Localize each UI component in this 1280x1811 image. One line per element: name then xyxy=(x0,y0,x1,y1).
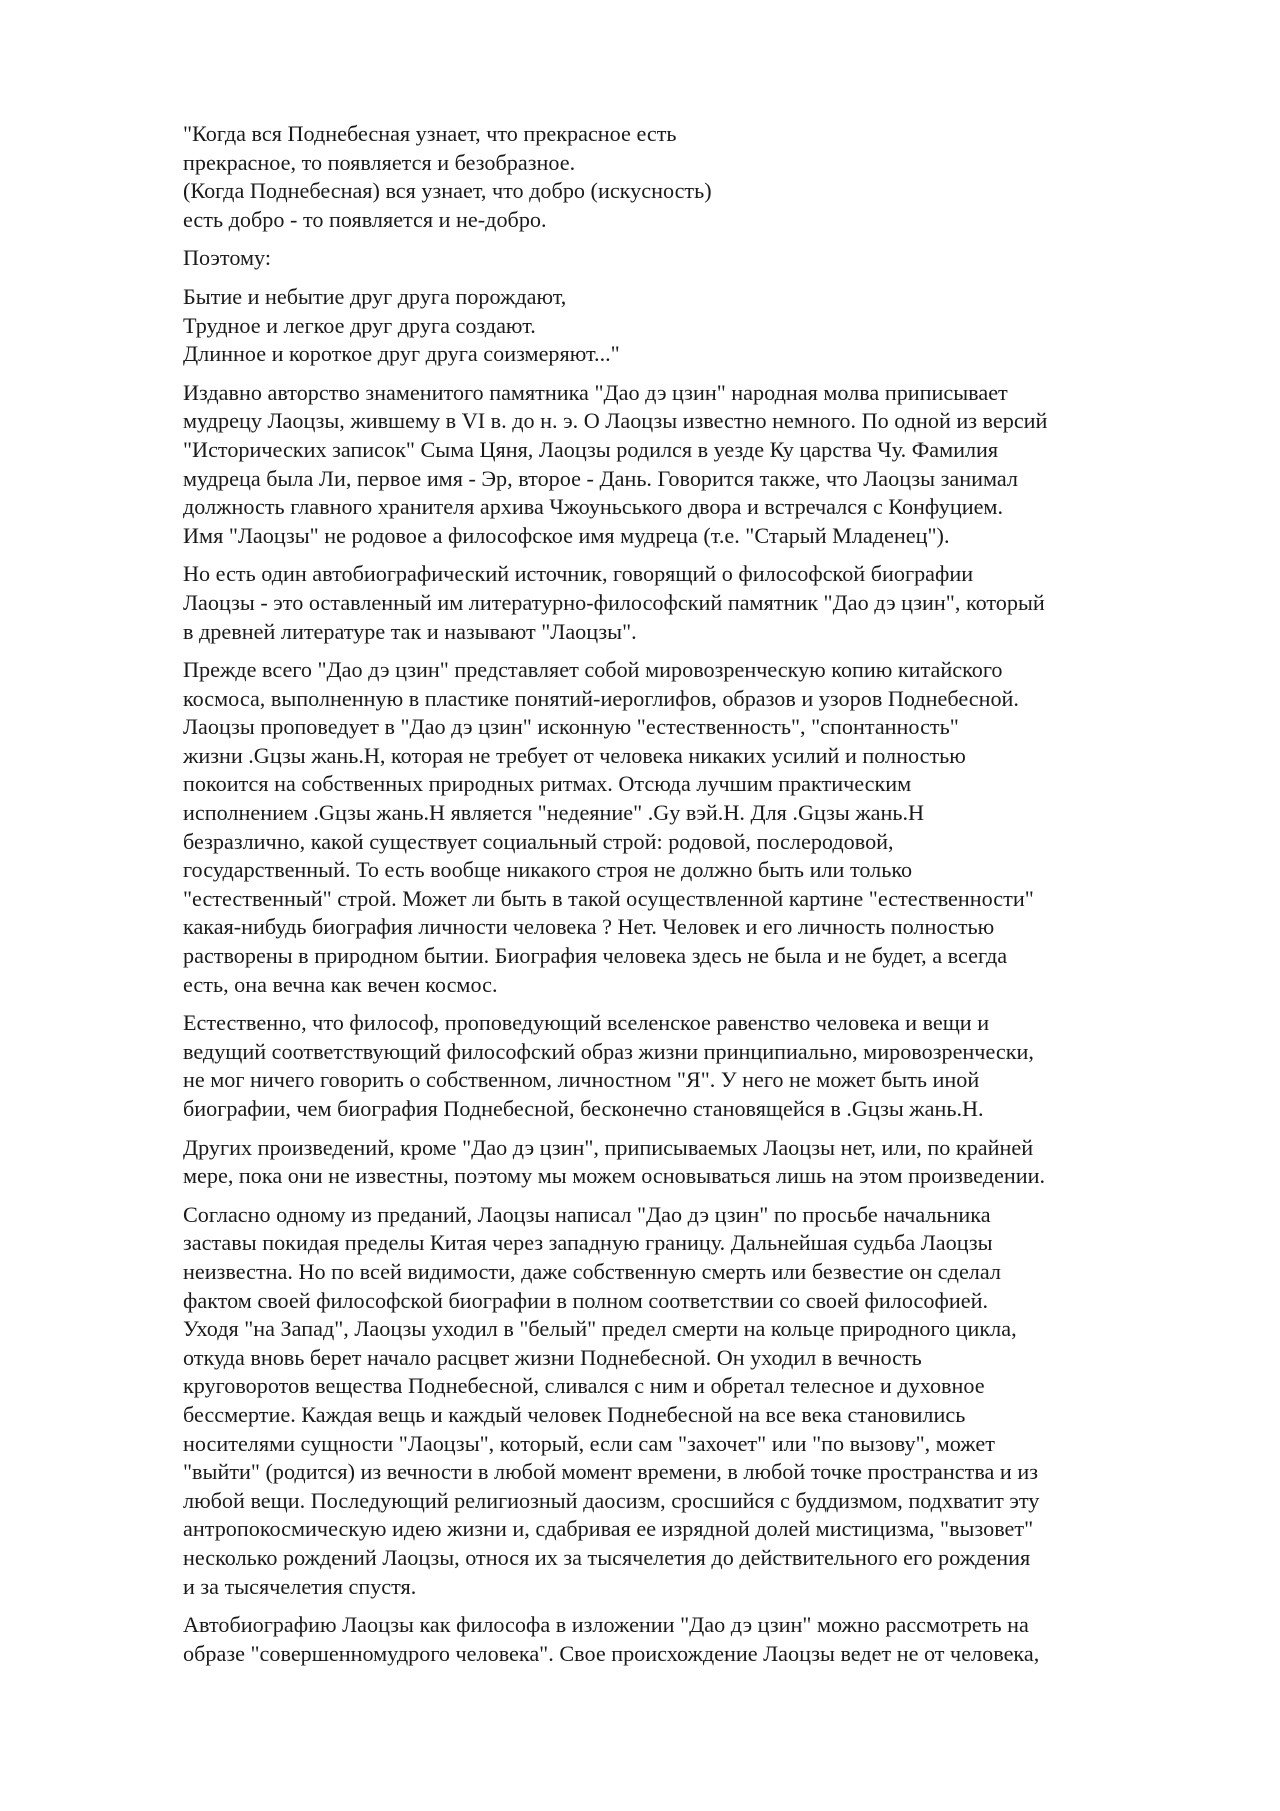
text-line: ведущий соответствующий философский образ жизни принципиально, мировозренчески, xyxy=(183,1038,1034,1064)
text-line: антропокосмическую идею жизни и, сдабривая ее изрядной долей мистицизма, "вызовет" xyxy=(183,1516,1034,1542)
text-line: фактом своей философской биографии в полном соответствии со своей философией. xyxy=(183,1287,988,1313)
paragraph xyxy=(183,560,1193,646)
paragraph xyxy=(183,120,1193,234)
text-line: несколько рождений Лаоцзы, относя их за тысячелетия до действительного его рождения xyxy=(183,1544,1031,1570)
text-line: любой вещи. Последующий религиозный даосизм, сросшийся с буддизмом, подхватит эту xyxy=(183,1487,1040,1513)
text-line: "естественный" строй. Может ли быть в такой осуществленной картине "естественности" xyxy=(183,885,1034,911)
text-line: прекрасное, то появляется и безобразное. xyxy=(183,149,576,175)
paragraph xyxy=(183,1201,1193,1601)
text-line: Бытие и небытие друг друга порождают, xyxy=(183,283,567,309)
text-line: (Когда Поднебесная) вся узнает, что добро (искусность) xyxy=(183,178,712,204)
text-line: образе "совершенномудрого человека". Свое происхождение Лаоцзы ведет не от человека, xyxy=(183,1640,1040,1666)
text-line: есть, она вечна как вечен космос. xyxy=(183,971,498,997)
text-line: Естественно, что философ, проповедующий вселенское равенство человека и вещи и xyxy=(183,1010,990,1036)
text-line: и за тысячелетия спустя. xyxy=(183,1573,417,1599)
paragraph xyxy=(183,656,1193,999)
text-line: "выйти" (родится) из вечности в любой момент времени, в любой точке пространства и из xyxy=(183,1459,1038,1485)
text-line: безразлично, какой существует социальный строй: родовой, послеродовой, xyxy=(183,828,894,854)
text-line: круговоротов вещества Поднебесной, сливался с ним и обретал телесное и духовное xyxy=(183,1373,985,1399)
text-line: есть добро - то появляется и не-добро. xyxy=(183,206,547,232)
text-line: растворены в природном бытии. Биография человека здесь не была и не будет, а всегда xyxy=(183,943,1008,969)
text-line: Уходя "на Запад", Лаоцзы уходил в "белый" предел смерти на кольце природного цикла, xyxy=(183,1316,1017,1342)
text-line: Издавно авторство знаменитого памятника "Дао дэ цзин" народная молва приписывает xyxy=(183,379,1008,405)
text-line: Длинное и короткое друг друга соизмеряют..." xyxy=(183,341,620,367)
paragraph xyxy=(183,379,1193,551)
text-line: биографии, чем биография Поднебесной, бесконечно становящейся в .Gцзы жань.H. xyxy=(183,1096,984,1121)
text-line: Имя "Лаоцзы" не родовое а философское имя мудреца (т.е. "Старый Младенец"). xyxy=(183,522,950,548)
text-line: Поэтому: xyxy=(183,245,271,271)
paragraph xyxy=(183,283,1193,369)
text-line: в древней литературе так и называют "Лаоцзы". xyxy=(183,618,637,644)
text-line: Других произведений, кроме "Дао дэ цзин", приписываемых Лаоцзы нет, или, по крайней xyxy=(183,1134,1034,1160)
text-line: мудрецу Лаоцзы, жившему в VI в. до н. э. О Лаоцзы известно немного. По одной из версий xyxy=(183,408,1048,434)
text-line: жизни .Gцзы жань.H, которая не требует от человека никаких усилий и полностью xyxy=(183,742,966,768)
text-line: бессмертие. Каждая вещь и каждый человек Поднебесной на все века становились xyxy=(183,1401,966,1427)
text-line: Трудное и легкое друг друга создают. xyxy=(183,312,536,338)
text-line: Автобиографию Лаоцзы как философа в изложении "Дао дэ цзин" можно рассмотреть на xyxy=(183,1612,1029,1638)
text-line: "Исторических записок" Сыма Цяня, Лаоцзы родился в уезде Ку царства Чу. Фамилия xyxy=(183,436,999,462)
text-line: мере, пока они не известны, поэтому мы можем основываться лишь на этом произведении. xyxy=(183,1163,1046,1189)
paragraph xyxy=(183,1134,1193,1191)
text-line: неизвестна. Но по всей видимости, даже собственную смерть или безвестие он сделал xyxy=(183,1258,1001,1284)
text-line: "Когда вся Поднебесная узнает, что прекрасное есть xyxy=(183,121,677,146)
text-line: откуда вновь берет начало расцвет жизни Поднебесной. Он уходил в вечность xyxy=(183,1344,922,1370)
text-line: должность главного хранителя архива Чжоуньського двора и встречался с Конфуцием. xyxy=(183,494,1004,520)
text-line: Лаоцзы - это оставленный им литературно-философский памятник "Дао дэ цзин", который xyxy=(183,589,1045,615)
text-line: носителями сущности "Лаоцзы", который, если сам "захочет" или "по вызову", может xyxy=(183,1430,995,1456)
text-line: исполнением .Gцзы жань.H является "недеяние" .Gу вэй.H. Для .Gцзы жань.H xyxy=(183,800,925,826)
text-line: мудреца была Ли, первое имя - Эр, второе - Дань. Говорится также, что Лаоцзы занимал xyxy=(183,465,1018,491)
text-line: заставы покидая пределы Китая через западную границу. Дальнейшая судьба Лаоцзы xyxy=(183,1230,993,1256)
paragraph xyxy=(183,244,1193,273)
text-line: Согласно одному из преданий, Лаоцзы написал "Дао дэ цзин" по просьбе начальника xyxy=(183,1201,991,1227)
text-line: космоса, выполненную в пластике понятий-иероглифов, образов и узоров Поднебесной. xyxy=(183,685,1019,711)
text-line: Но есть один автобиографический источник, говорящий о философской биографии xyxy=(183,561,974,587)
text-line: покоится на собственных природных ритмах. Отсюда лучшим практическим xyxy=(183,771,912,797)
text-line: Прежде всего "Дао дэ цзин" представляет собой мировозренческую копию китайского xyxy=(183,657,1003,683)
text-line: государственный. То есть вообще никакого строя не должно быть или только xyxy=(183,857,913,883)
paragraph xyxy=(183,1611,1193,1668)
paragraph xyxy=(183,1009,1193,1123)
text-line: какая-нибудь биография личности человека ? Нет. Человек и его личность полностью xyxy=(183,914,995,940)
document-page xyxy=(183,120,1193,1678)
text-line: не мог ничего говорить о собственном, личностном "Я". У него не может быть иной xyxy=(183,1067,980,1093)
text-line: Лаоцзы проповедует в "Дао дэ цзин" исконную "естественность", "спонтанность" xyxy=(183,714,959,740)
